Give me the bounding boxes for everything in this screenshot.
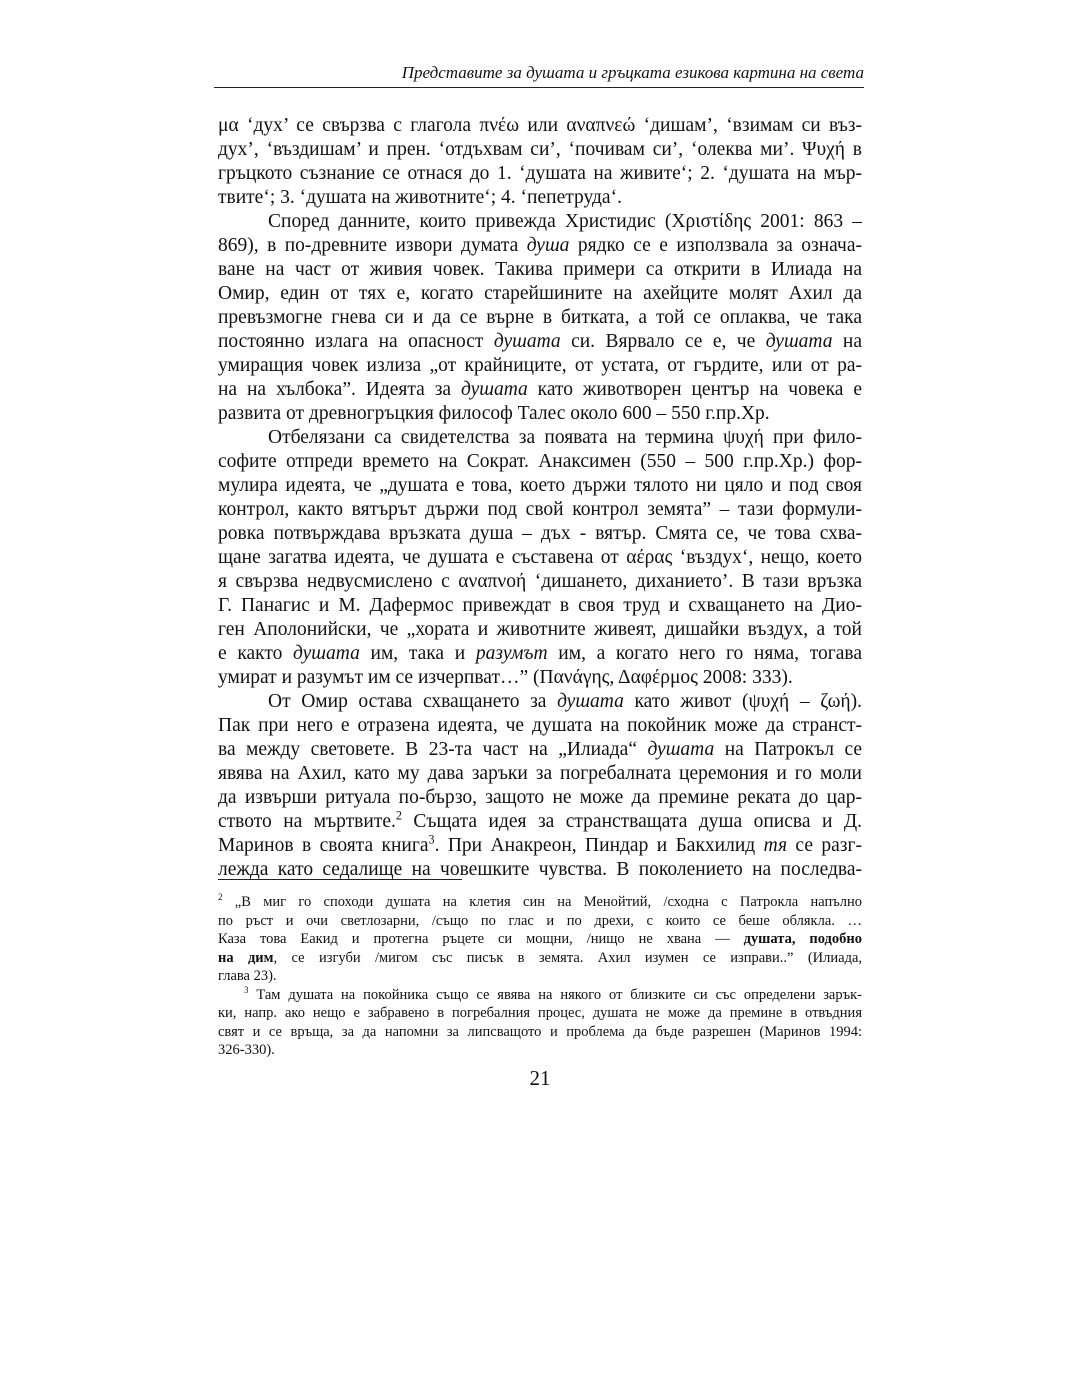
body-line: μα ‘дух’ се свързва с глагола πνέω или αναπνεώ ‘дишам’, ‘взимам си въз-: [218, 115, 862, 136]
italic-term: душата: [293, 643, 360, 664]
running-header: Представите за душата и гръцката езикова картина на света: [401, 63, 864, 82]
footnote-marker-2: 2: [218, 892, 223, 903]
footnote-line: $^3$ Там душата на покойника също се явява на някого от близките си със определени зарък-: [244, 984, 862, 1003]
body-line: Г. Панагис и М. Дафермос привеждат в своя труд и схващането на Дио-: [218, 595, 862, 616]
body-line: дух’, ‘въздишам’ и прен. ‘отдъхвам си’, ‘почивам си’, ‘олеква ми’. Ψυχή в: [218, 139, 862, 160]
footnote-line: Каза това Еакид и протегна ръцете си мощни, /нищо не хвана — душата, подобно: [218, 931, 862, 947]
body-line: Отбелязани са свидетелства за появата на термина ψυχή при фило-: [268, 427, 862, 448]
body-line: ване на част от живия човек. Такива примери са открити в Илиада на: [218, 259, 862, 280]
body-line: развита от древногръцкия философ Талес около 600 – 550 г.пр.Хр.: [218, 403, 770, 424]
footnote-line: $^2$ „В миг го споходи душата на клетия син на Менойтий, /сходна с Патрокла напълно: [218, 892, 862, 910]
footnote-line: на дим, се изгуби /мигом със писък в земята. Ахил изумен се изправи..” (Илиада,: [218, 949, 863, 966]
italic-term: разумът: [475, 643, 548, 664]
body-text: [218, 114, 862, 882]
body-line: 869), в по-древните извори думата душа рядко се е използвала за означа-: [218, 235, 862, 256]
footnote-line: ки, напр. ако нещо е забравено в погребалния процес, душата не може да премине в отвъдния: [218, 1005, 862, 1021]
body-line: да извърши ритуала по-бързо, защото не може да премине реката до цар-: [218, 787, 862, 808]
body-line: ген Аполонийски, че „хората и животните живеят, дишайки въздух, а той: [218, 619, 862, 640]
body-line: Омир, един от тях е, когато старейшините на ахейците молят Ахил да: [218, 283, 862, 304]
header-rule: [214, 87, 864, 88]
footnote-marker-3: 3: [244, 984, 249, 995]
italic-term: тя: [763, 835, 788, 856]
footnote-line: по ръст и очи светлозарни, /също по глас и по дрехи, с които се беше облякла. …: [218, 912, 862, 929]
footnote-rule: [218, 879, 462, 880]
body-line: умират и разумът им се изчерпват…” (Πανάγης, Δαφέρμος 2008: 333).: [218, 667, 793, 688]
italic-term: душата: [557, 691, 624, 712]
body-line: Според данните, които привежда Христидис (Χριστίδης 2001: 863 –: [268, 211, 862, 232]
body-line: постоянно излага на опасност душата си. Вярвало се е, че душата на: [218, 331, 863, 352]
footnote-line: глава 23).: [218, 968, 277, 984]
italic-term: душата: [460, 379, 528, 400]
page-number: 21: [529, 1066, 551, 1090]
italic-term: душата: [493, 331, 561, 352]
body-line: софите отпреди времето на Сократ. Анаксимен (550 – 500 г.пр.Хр.) фор-: [218, 451, 862, 472]
italic-term: душата: [765, 331, 833, 352]
body-line: ва между световете. В 23-та част на „Илиада“ душата на Патрокъл се: [218, 739, 862, 760]
body-line: мулира идеята, че „душата е това, което държи тялото ни цяло и под своя: [218, 475, 862, 496]
body-line: От Омир остава схващането за душата като живот (ψυχή – ζωή).: [268, 691, 862, 712]
footnotes: [218, 893, 862, 1060]
body-line: умиращия човек излиза „от крайниците, от устата, от гърдите, или от ра-: [218, 355, 862, 376]
body-line: лежда като седалище на човешките чувства. В поколението на последва-: [218, 859, 862, 880]
italic-term: душата: [647, 739, 715, 760]
body-line: гръцкото съзнание се отнася до 1. ‘душата на живите‘; 2. ‘душата на мър-: [218, 163, 862, 184]
body-line: ството на мъртвите.$^2$ Същата идея за странстващата душа описва и Д.: [218, 808, 862, 832]
body-line: явява на Ахил, като му дава заръки за погребалната церемония и го моли: [218, 763, 862, 784]
body-line: Маринов в своята книга$^3$. При Анакреон, Пиндар и Бакхилид тя се разг-: [218, 832, 862, 856]
body-line: ровка потвърждава връзката душа – дъх - вятър. Смята се, че това схва-: [218, 523, 862, 544]
body-line: щане загатва идеята, че душата е съставена от αέρας ‘въздух‘, нещо, което: [218, 547, 862, 568]
body-line: Пак при него е отразена идеята, че душата на покойник може да странст-: [218, 715, 862, 736]
footnote-line: свят и се връща, за да напомни за липсващото и проблема да бъде разрешен (Маринов 1994:: [218, 1023, 862, 1040]
body-line: е както душата им, така и разумът им, а когато него го няма, тогава: [218, 643, 862, 664]
bold-quote: на дим: [218, 949, 274, 966]
footnote-ref-2[interactable]: 2: [395, 808, 402, 823]
footnote-line: 326-330).: [218, 1042, 275, 1058]
body-line: твите‘; 3. ‘душата на животните‘; 4. ‘пепетруда‘.: [218, 187, 622, 208]
italic-term: душа: [526, 235, 570, 256]
body-line: превъзмогне гнева си и да се върне в битката, а той се оплаква, че така: [218, 307, 862, 328]
bold-quote: душата, подобно: [743, 931, 862, 947]
body-line: контрол, както вятърът държи под свой контрол земята” – тази формули-: [218, 499, 862, 520]
body-line: я свързва недвусмислено с αναπνοή ‘дишането, диханието’. В тази връзка: [218, 571, 862, 592]
footnote-ref-3[interactable]: 3: [428, 832, 435, 847]
body-line: на на хълбока”. Идеята за душата като животворен център на човека е: [218, 379, 862, 400]
